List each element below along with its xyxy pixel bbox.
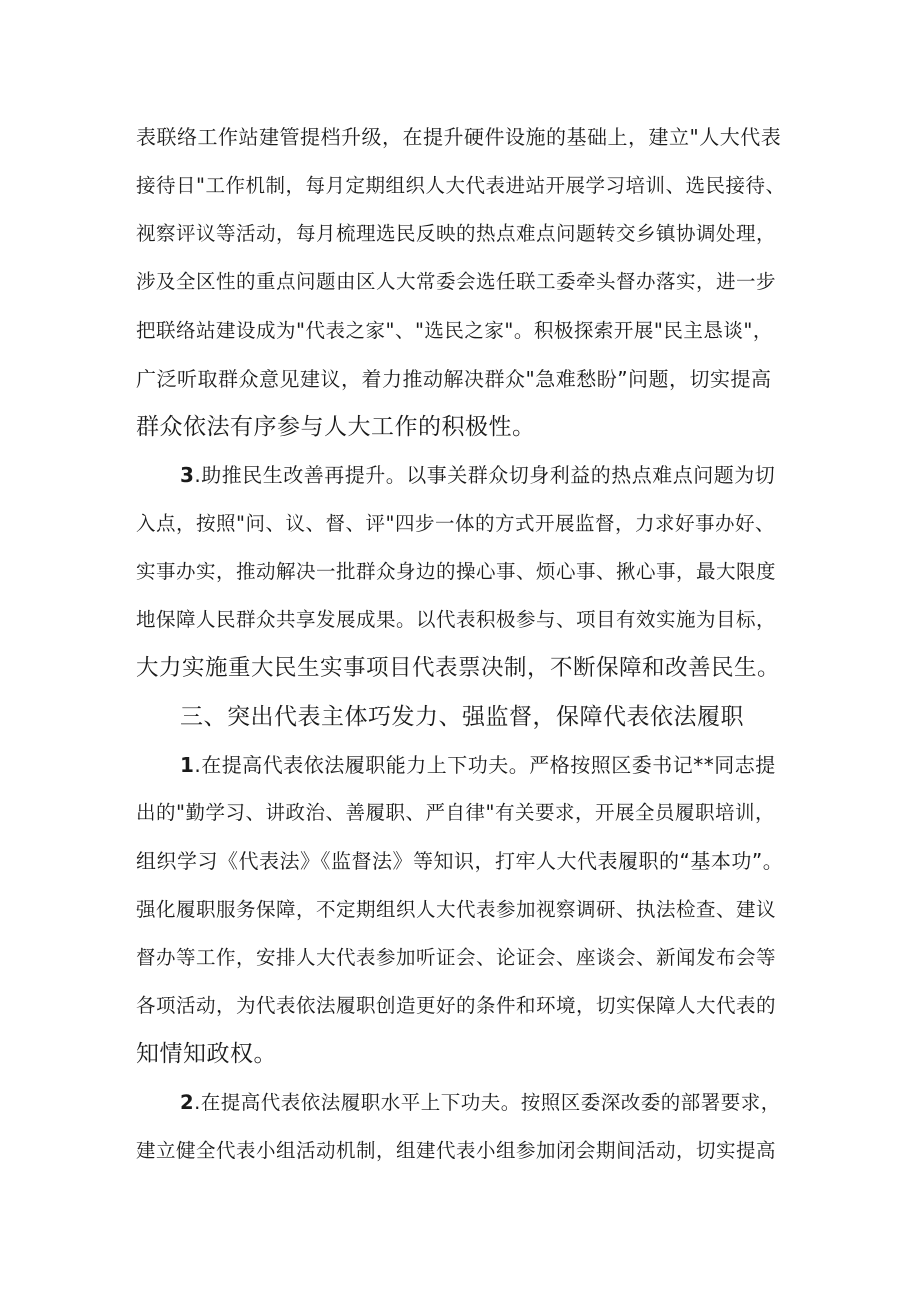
- text-line: 表联络工作站建管提档升级，在提升硬件设施的基础上，建立"人大代表: [136, 125, 782, 149]
- item-heading-text: .在提高代表依法履职能力上下功夫。严格按照区委书记**同志提: [194, 753, 776, 777]
- text-line: 地保障人民群众共享发展成果。以代表积极参与、项目有效实施为目标，: [136, 608, 777, 631]
- text-line: 组织学习《代表法》《监督法》等知识，打牢人大代表履职的“基本功”。: [136, 849, 784, 873]
- text-line: 群众依法有序参与人大工作的积极性。: [136, 414, 536, 440]
- text-line: 把联络站建设成为"代表之家"、"选民之家"。积极探索开展"民主恳谈"，: [136, 319, 773, 342]
- text-line: 广泛听取群众意见建议，着力推动解决群众"急难愁盼”问题，切实提高: [136, 367, 772, 391]
- text-line: 涉及全区性的重点问题由区人大常委会选任联工委牵头督办落实，进一步: [136, 270, 777, 293]
- item-number: 3: [180, 463, 195, 487]
- text-line: 各项活动，为代表依法履职创造更好的条件和环境，切实保障人大代表的: [136, 994, 777, 1017]
- item-number: 2: [180, 1091, 195, 1114]
- text-line: 建立健全代表小组活动机制，组建代表小组参加闭会期间活动，切实提高: [136, 1139, 777, 1162]
- text-line: 出的"勤学习、讲政治、善履职、严自律"有关要求，开展全员履职培训，: [136, 801, 775, 824]
- paragraph-first-line: [180, 750, 776, 780]
- text-line: 强化履职服务保障，不定期组织人大代表参加视察调研、执法检查、建议: [136, 898, 777, 921]
- text-line: 大力实施重大民生实事项目代表票决制，不断保障和改善民生。: [136, 655, 781, 681]
- item-heading-text: .在提高代表依法履职水平上下功夫。按照区委深改委的部署要求，: [194, 1091, 781, 1114]
- text-line: 督办等工作，安排人大代表参加听证会、论证会、座谈会、新闻发布会等: [136, 946, 777, 969]
- item-number: 1: [180, 753, 195, 777]
- text-line: 实事办实，推动解决一批群众身边的操心事、烦心事、揪心事，最大限度: [136, 560, 777, 583]
- paragraph-first-line: [180, 1088, 781, 1118]
- text-line: 知情知政权。: [136, 1041, 277, 1067]
- text-line: 视察评议等活动，每月梳理选民反映的热点难点问题转交乡镇协调处理，: [136, 222, 777, 245]
- text-line: 入点，按照"问、议、督、评"四步一体的方式开展监督，力求好事办好、: [136, 512, 775, 535]
- section-heading: 三、突出代表主体巧发力、强监督，保障代表依法履职: [180, 704, 744, 730]
- item-heading-text: .助推民生改善再提升。以事关群众切身利益的热点难点问题为切: [194, 463, 776, 487]
- text-line: 接待日"工作机制，每月定期组织人大代表进站开展学习培训、选民接待、: [136, 174, 786, 197]
- paragraph-first-line: [180, 460, 775, 490]
